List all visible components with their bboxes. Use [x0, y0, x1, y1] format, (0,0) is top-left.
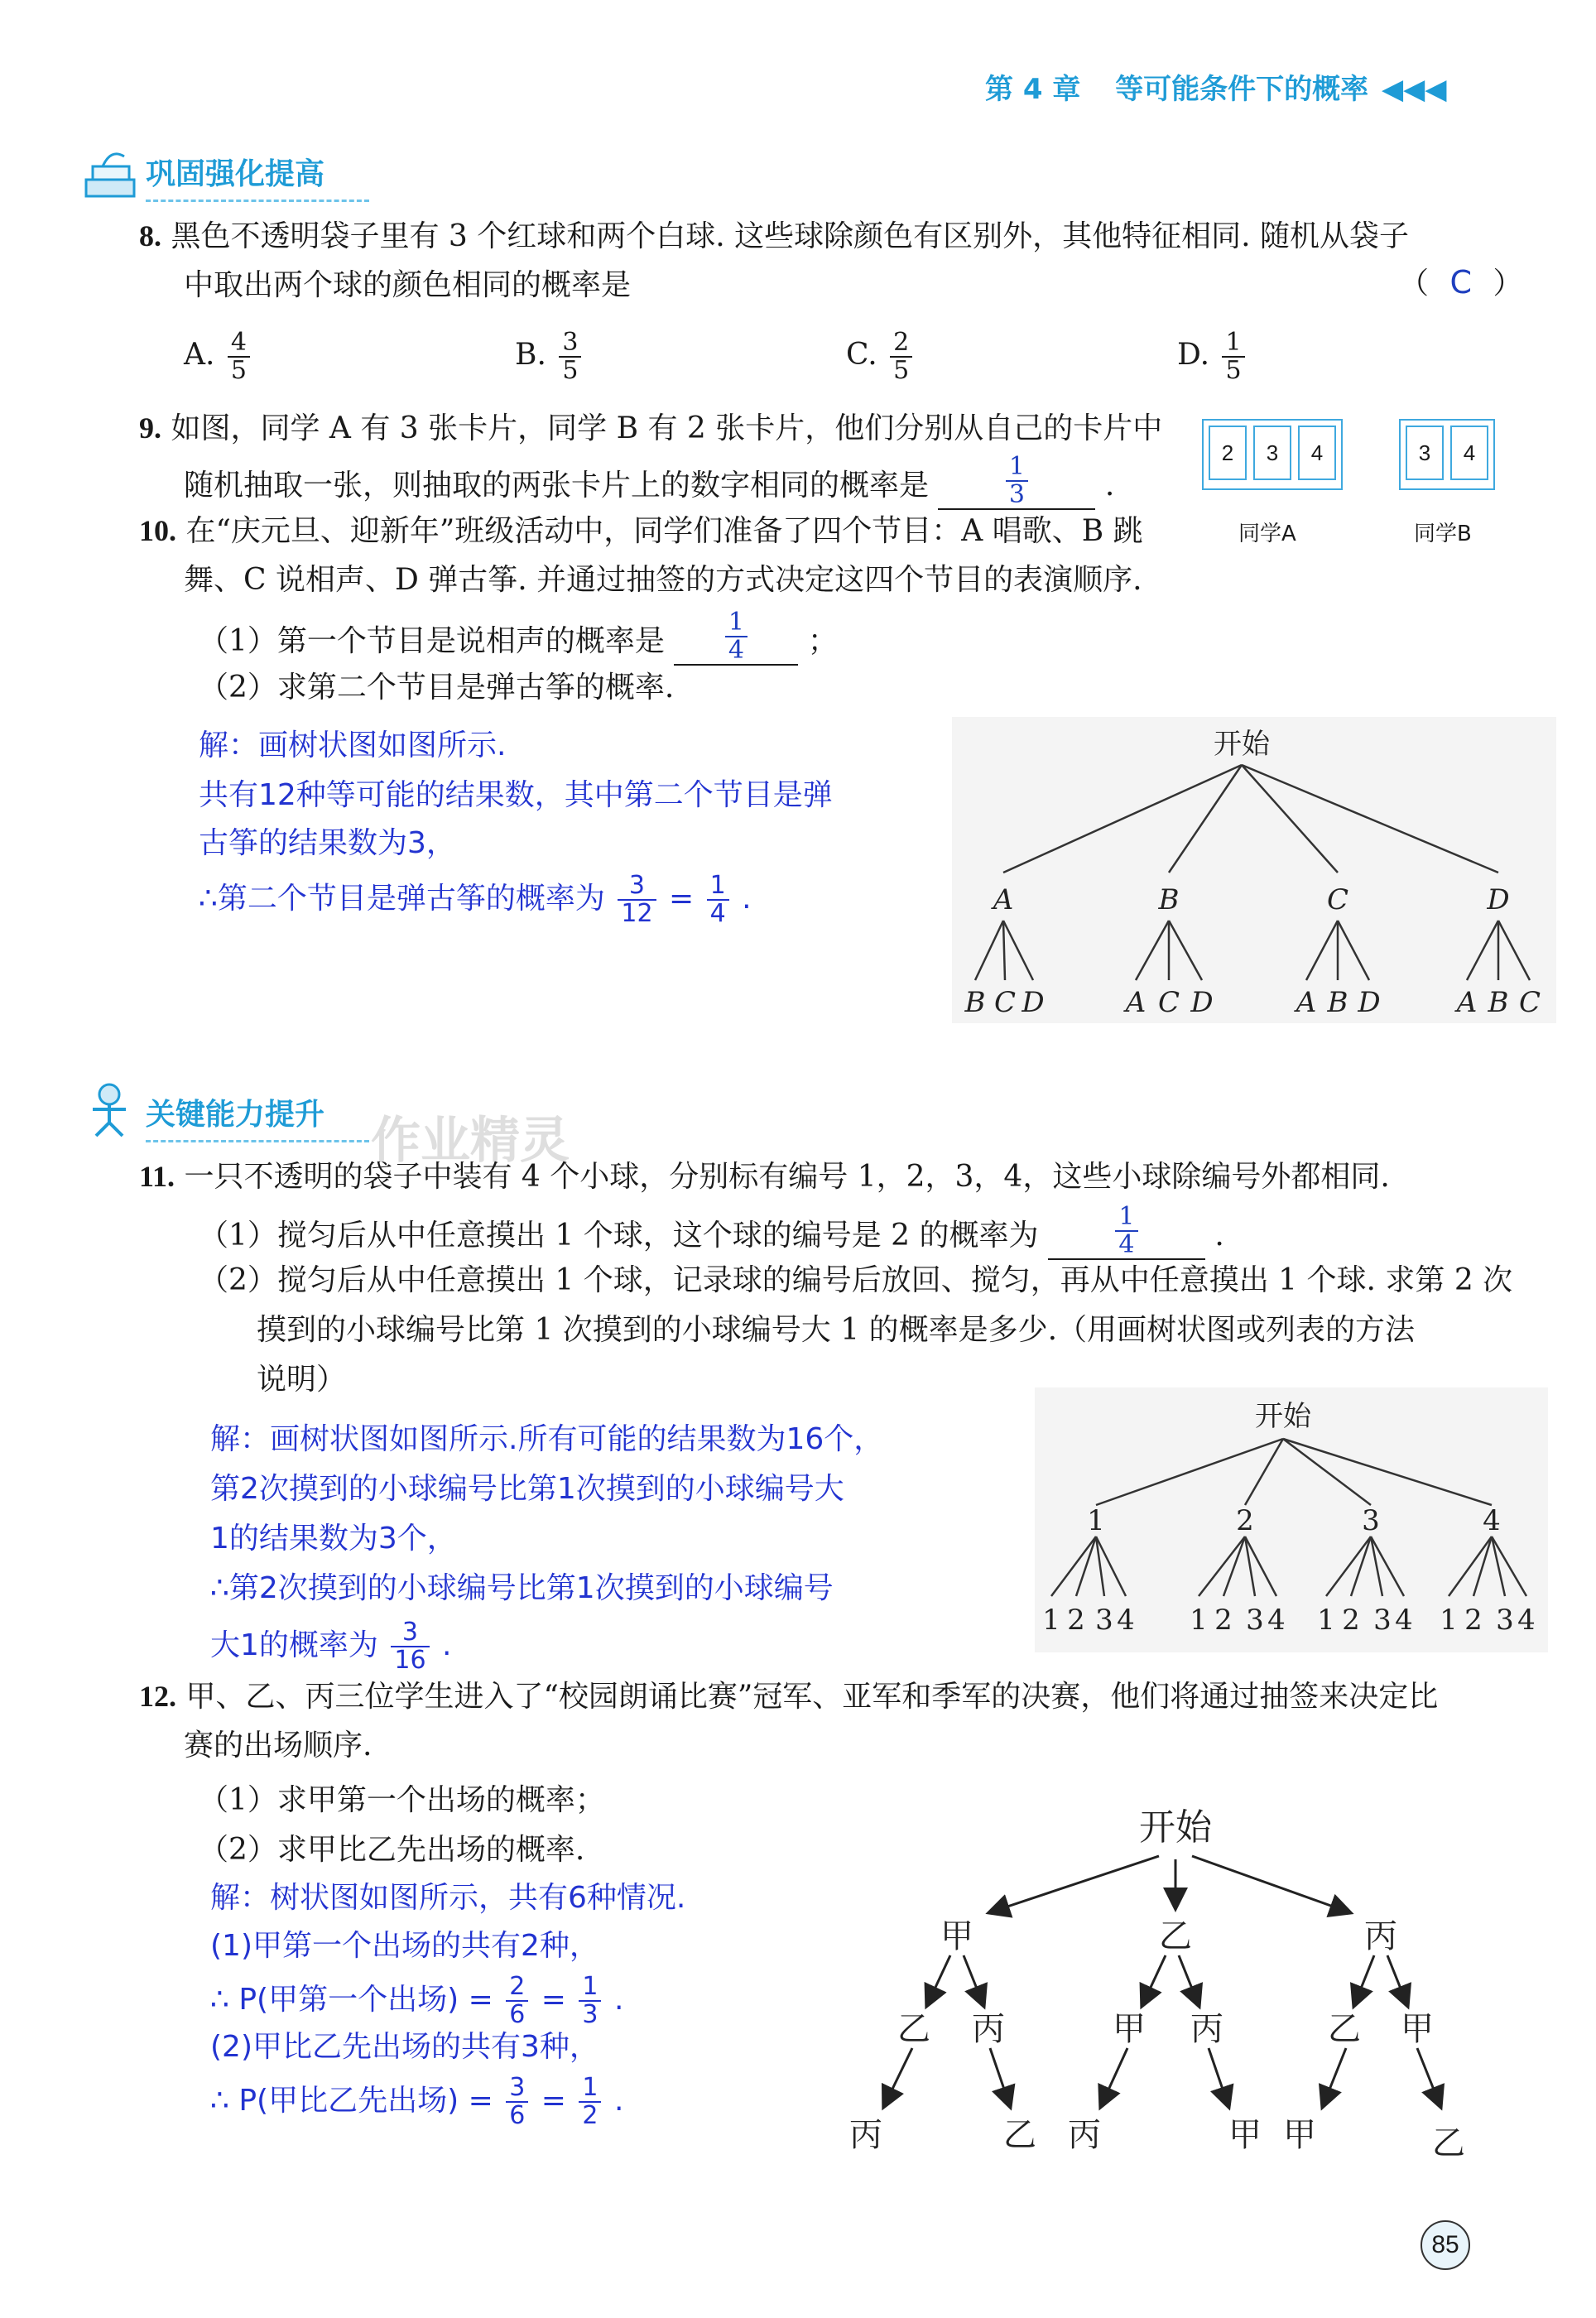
- tree-leaf: B: [1327, 986, 1348, 1019]
- denominator: 5: [1225, 356, 1242, 385]
- denominator: 16: [394, 1646, 426, 1675]
- q9-end: .: [1104, 469, 1115, 503]
- q11-sub1-text: （1）搅匀后从中任意摸出 1 个球，这个球的编号是 2 的概率为: [199, 1219, 1039, 1253]
- tree-root: 开始: [1214, 728, 1270, 761]
- q12-sol3-text: ∴ P(甲第一个出场) =: [210, 1983, 493, 2017]
- q11-solution-4: ∴第2次摸到的小球编号比第1次摸到的小球编号: [210, 1571, 834, 1605]
- q11-solution-2: 第2次摸到的小球编号比第1次摸到的小球编号大: [210, 1472, 844, 1506]
- section-title-key-ability: 关键能力提升: [146, 1091, 369, 1142]
- q9-line2: [184, 454, 1114, 510]
- q8-option-a: [184, 329, 515, 384]
- q9-answer-blank: [938, 454, 1095, 510]
- tree-node: D: [1487, 883, 1510, 916]
- q10-tree-diagram: [952, 717, 1556, 1023]
- q12-solution-1: 解：树状图如图所示，共有6种情况.: [210, 1881, 686, 1915]
- q11-sub2-line3: 说明）: [257, 1363, 347, 1397]
- q11-sub1-end: .: [1214, 1219, 1224, 1253]
- q12-solution-5: [210, 2075, 623, 2129]
- tree-leaf: 乙: [1432, 2124, 1465, 2162]
- section-title-consolidate: 巩固强化提高: [146, 151, 369, 202]
- q12-sol5-text: ∴ P(甲比乙先出场) =: [210, 2084, 493, 2118]
- q10-number: 10.: [139, 514, 176, 547]
- denominator: 4: [1118, 1230, 1135, 1259]
- q10-sub1-text: （1）第一个节目是说相声的概率是: [199, 624, 665, 658]
- tree-leaf: C: [1157, 986, 1180, 1019]
- tree-leaf: 3: [1095, 1604, 1113, 1637]
- card: 4: [1298, 426, 1336, 480]
- option-label: A.: [184, 338, 215, 372]
- fraction: [506, 1974, 528, 2028]
- tree-leaf: 乙: [1003, 2116, 1036, 2154]
- q11-line1: [139, 1152, 1390, 1201]
- numerator: 1: [1006, 454, 1028, 482]
- tree-node: C: [1326, 883, 1349, 916]
- q11-sol5-text: 大1的概率为: [210, 1628, 378, 1662]
- tree-node: A: [993, 883, 1014, 916]
- q8-text: 黑色不透明袋子里有 3 个红球和两个白球. 这些球除颜色有区别外，其他特征相同. 随机从袋子: [171, 219, 1410, 253]
- tree-leaf: 3: [1246, 1604, 1264, 1637]
- tree-leaf: A: [1456, 986, 1478, 1019]
- tree-leaf: 1: [1440, 1604, 1458, 1637]
- tree-leaf: D: [1190, 986, 1214, 1019]
- watermark: 作业精灵: [371, 1112, 570, 1170]
- tree-leaf: C: [993, 986, 1017, 1019]
- period: .: [442, 1628, 452, 1662]
- q10-sub1-answer: [725, 609, 748, 664]
- equals-sign: =: [541, 2084, 566, 2118]
- q10-solution-1: 解：画树状图如图所示.: [199, 729, 507, 762]
- tree-leaf: 3: [1496, 1604, 1514, 1637]
- q10-sub2: （2）求第二个节目是弹古筝的概率.: [199, 671, 675, 705]
- equals-sign: =: [541, 1983, 566, 2017]
- numerator: 1: [1115, 1204, 1137, 1232]
- card: 4: [1450, 426, 1488, 480]
- option-fraction: [1222, 329, 1244, 384]
- card: 3: [1253, 426, 1291, 480]
- page-number: 85: [1421, 2220, 1470, 2270]
- q11-text: 一只不透明的袋子中装有 4 个小球，分别标有编号 1，2，3，4，这些小球除编号外都相同.: [184, 1160, 1390, 1194]
- tree-leaf: 4: [1267, 1604, 1286, 1637]
- tree-node: 丙: [972, 2010, 1005, 2048]
- fraction: [579, 1974, 601, 2028]
- tree-node: 乙: [1159, 1917, 1192, 1955]
- fraction: [707, 873, 729, 927]
- q8-bracket-open: （: [1399, 267, 1430, 301]
- q12-solution-2: (1)甲第一个出场的共有2种，: [210, 1929, 599, 1963]
- tree-leaf: 1: [1190, 1604, 1208, 1637]
- tree-leaf: 2: [1464, 1604, 1483, 1637]
- denominator: 6: [509, 2000, 526, 2029]
- q9-answer: [1006, 454, 1028, 508]
- tree-node: 丙: [1364, 1917, 1397, 1955]
- numerator: 2: [890, 329, 912, 358]
- numerator: 1: [725, 609, 748, 637]
- tree-leaf: 1: [1317, 1604, 1335, 1637]
- denominator: 5: [562, 356, 579, 385]
- tree-leaf: B: [964, 986, 986, 1019]
- q11-number: 11.: [139, 1160, 175, 1193]
- q8-option-b: [515, 329, 846, 384]
- denominator: 3: [582, 2000, 598, 2029]
- q8-number: 8.: [139, 219, 161, 252]
- tree-leaf: 丙: [849, 2116, 882, 2154]
- q9-text2: 随机抽取一张，则抽取的两张卡片上的数字相同的概率是: [184, 469, 930, 503]
- numerator: 1: [579, 1974, 601, 2002]
- tree-node: 1: [1087, 1504, 1105, 1537]
- fraction: [618, 873, 656, 927]
- period: .: [613, 2084, 624, 2118]
- q8-bracket-close: ）: [1493, 267, 1523, 301]
- option-label: B.: [515, 338, 546, 372]
- fraction: [391, 1619, 429, 1674]
- q10-line1: [139, 507, 1143, 555]
- option-fraction: [228, 329, 250, 384]
- option-fraction: [890, 329, 912, 384]
- tree-leaf: B: [1488, 986, 1509, 1019]
- q11-solution-3: 1的结果数为3个，: [210, 1522, 457, 1556]
- caption-student-a: 同学A: [1238, 522, 1296, 546]
- q8-option-d: [1177, 329, 1425, 384]
- q11-solution-1: 解：画树状图如图所示.所有可能的结果数为16个，: [210, 1422, 884, 1456]
- triangle-left-icon: ◀◀◀: [1382, 73, 1447, 106]
- option-label: C.: [846, 338, 877, 372]
- period: .: [613, 1983, 624, 2017]
- denominator: 6: [509, 2101, 526, 2130]
- q12-text: 甲、乙、丙三位学生进入了“校园朗诵比赛”冠军、亚军和季军的决赛，他们将通过抽签来决定比: [185, 1680, 1439, 1714]
- q8-answer-bracket: [1399, 258, 1522, 308]
- chapter-title: 等可能条件下的概率: [1115, 73, 1369, 106]
- q10-solution-3: 古筝的结果数为3，: [199, 826, 456, 860]
- tree-leaf: 2: [1214, 1604, 1233, 1637]
- tree-node: 2: [1236, 1504, 1254, 1537]
- tree-leaf: 4: [1517, 1604, 1536, 1637]
- chapter-header: [985, 66, 1446, 107]
- tree-node: B: [1158, 883, 1180, 916]
- period: .: [742, 882, 752, 916]
- q11-tree-diagram: [1035, 1387, 1548, 1652]
- denominator: 4: [709, 899, 726, 928]
- section-icon-figure: [78, 1076, 141, 1142]
- tree-node: 丙: [1190, 2010, 1223, 2048]
- q10-sub1-blank: [674, 609, 798, 666]
- denominator: 3: [1008, 480, 1026, 509]
- tree-node: 甲: [940, 1917, 973, 1955]
- denominator: 2: [582, 2101, 598, 2130]
- numerator: 3: [391, 1619, 429, 1647]
- chapter-number: 第 4 章: [985, 73, 1081, 106]
- q9-text: 如图，同学 A 有 3 张卡片，同学 B 有 2 张卡片，他们分别从自己的卡片中: [171, 411, 1163, 445]
- tree-node: 3: [1362, 1504, 1380, 1537]
- q8-line2: 中取出两个球的颜色相同的概率是: [184, 268, 632, 302]
- numerator: 3: [559, 329, 581, 358]
- q10-sol4-text: ∴第二个节目是弹古筝的概率为: [199, 882, 605, 916]
- numerator: 1: [1222, 329, 1244, 358]
- q12-sub2: （2）求甲比乙先出场的概率.: [199, 1833, 585, 1867]
- tree-node: 甲: [1113, 2010, 1146, 2048]
- tree-leaf: 1: [1042, 1604, 1060, 1637]
- tree-leaf: 丙: [1068, 2116, 1101, 2154]
- numerator: 4: [228, 329, 250, 358]
- denominator: 12: [621, 899, 653, 928]
- q11-sub2-line2: 摸到的小球编号比第 1 次摸到的小球编号大 1 的概率是多少.（用画树状图或列表的方法: [257, 1313, 1416, 1347]
- tree-leaf: 甲: [1228, 2116, 1262, 2154]
- numerator: 3: [506, 2075, 528, 2103]
- fraction: [579, 2075, 601, 2129]
- tree-node: 4: [1483, 1504, 1501, 1537]
- caption-student-b: 同学B: [1414, 522, 1472, 546]
- q11-sub2-line1: （2）搅匀后从中任意摸出 1 个球，记录球的编号后放回、搅匀，再从中任意摸出 1 个球. 求第 2 次: [199, 1263, 1513, 1297]
- tree-leaf: 2: [1342, 1604, 1360, 1637]
- q11-sub1-blank: [1048, 1204, 1205, 1260]
- q10-solution-4: [199, 873, 752, 927]
- q12-solution-4: (2)甲比乙先出场的共有3种，: [210, 2030, 599, 2064]
- tree-node: 乙: [897, 2010, 930, 2048]
- q10-sub1-end: ；: [807, 624, 838, 658]
- numerator: 2: [506, 1974, 528, 2002]
- q11-solution-5: [210, 1619, 451, 1674]
- tree-leaf: 4: [1117, 1604, 1135, 1637]
- q12-line1: [139, 1672, 1438, 1721]
- denominator: 4: [728, 636, 744, 665]
- q12-line2: 赛的出场顺序.: [184, 1729, 373, 1763]
- q12-tree-diagram: [828, 1788, 1507, 2202]
- q10-solution-2: 共有12种等可能的结果数，其中第二个节目是弹: [199, 778, 833, 812]
- q9-line1: [139, 404, 1162, 453]
- card: 3: [1406, 426, 1444, 480]
- tree-node: 甲: [1401, 2010, 1434, 2048]
- numerator: 1: [707, 873, 729, 901]
- q12-number: 12.: [139, 1680, 176, 1713]
- tree-leaf: D: [1022, 986, 1045, 1019]
- q9-number: 9.: [139, 411, 161, 445]
- tree-leaf: A: [1296, 986, 1317, 1019]
- q8-line1: [139, 212, 1409, 261]
- q10-text: 在“庆元旦、迎新年”班级活动中，同学们准备了四个节目：A 唱歌、B 跳: [185, 514, 1143, 548]
- tree-leaf: 甲: [1283, 2116, 1316, 2154]
- tree-leaf: 2: [1067, 1604, 1085, 1637]
- numerator: 3: [618, 873, 656, 901]
- q8-answer: C: [1449, 264, 1473, 301]
- tree-leaf: A: [1125, 986, 1147, 1019]
- q8-options: [184, 329, 1475, 384]
- q12-solution-3: [210, 1974, 623, 2028]
- q12-sub1: （1）求甲第一个出场的概率；: [199, 1783, 605, 1817]
- q11-sub1: [199, 1204, 1224, 1260]
- tree-leaf: 4: [1395, 1604, 1413, 1637]
- tree-node: 乙: [1328, 2010, 1361, 2048]
- card: 2: [1209, 426, 1247, 480]
- denominator: 5: [230, 356, 247, 385]
- equals-sign: =: [669, 882, 695, 916]
- section-icon-books: [78, 145, 144, 204]
- q8-option-c: [846, 329, 1177, 384]
- option-fraction: [559, 329, 581, 384]
- numerator: 1: [579, 2075, 601, 2103]
- q10-sub1: [199, 609, 838, 666]
- q11-sub1-answer: [1115, 1204, 1137, 1258]
- tree-leaf: 3: [1373, 1604, 1392, 1637]
- denominator: 5: [893, 356, 910, 385]
- option-label: D.: [1177, 338, 1210, 372]
- tree-root: 开始: [1255, 1400, 1311, 1433]
- tree-leaf: D: [1358, 986, 1381, 1019]
- tree-leaf: C: [1518, 986, 1541, 1019]
- fraction: [506, 2075, 528, 2129]
- tree-root: 开始: [1139, 1806, 1212, 1849]
- q10-line2: 舞、C 说相声、D 弹古筝. 并通过抽签的方式决定这四个节目的表演顺序.: [184, 563, 1142, 597]
